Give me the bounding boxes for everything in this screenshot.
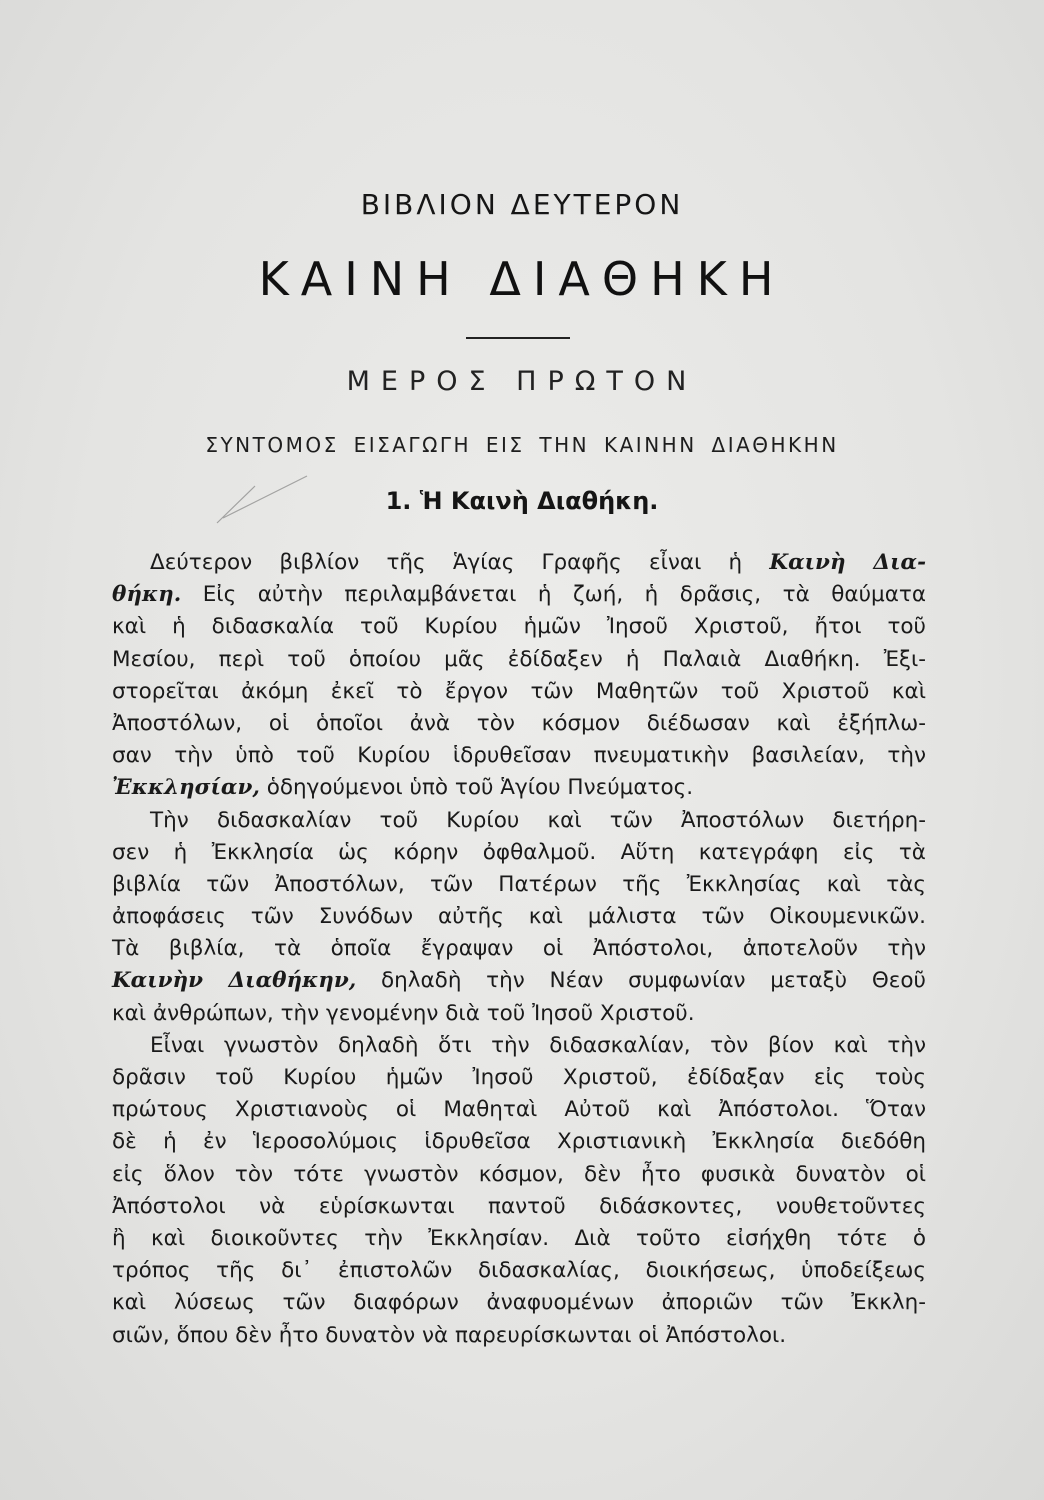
text-line xyxy=(112,965,926,997)
text-run: Εἰς αὐτὴν περιλαμβάνεται ἡ ζωή, ἡ δρᾶσις, τὰ θαύματα xyxy=(181,582,926,608)
text-line xyxy=(112,547,926,579)
text-line: Ἀποστόλων, οἱ ὁποῖοι ἀνὰ τὸν κόσμον διέδωσαν καὶ ἐξήπλω- xyxy=(112,710,926,736)
text-line: τρόπος τῆς δι᾿ ἐπιστολῶν διδασκαλίας, διοικήσεως, ὑποδείξεως xyxy=(112,1258,926,1284)
text-line: δρᾶσιν τοῦ Κυρίου ἡμῶν Ἰησοῦ Χριστοῦ, ἐδίδαξαν εἰς τοὺς xyxy=(112,1065,926,1090)
text-line: δὲ ἡ ἐν Ἱεροσολύμοις ἱδρυθεῖσα Χριστιανικὴ Ἐκκλησία διεδόθη xyxy=(112,1129,926,1155)
main-title: ΚΑΙΝΗ ΔΙΑΘΗΚΗ xyxy=(258,252,786,306)
text-line: στορεῖται ἀκόμη ἐκεῖ τὸ ἔργον τῶν Μαθητῶν τοῦ Χριστοῦ καὶ xyxy=(112,678,926,704)
section-heading: 1. Ἡ Καινὴ Διαθήκη. xyxy=(385,487,659,515)
text-line: Ἀπόστολοι νὰ εὑρίσκωνται παντοῦ διδάσκοντες, νουθετοῦντες xyxy=(112,1193,926,1219)
text-line xyxy=(112,579,926,611)
paragraph-2 xyxy=(112,805,926,1030)
text-line: βιβλία τῶν Ἀποστόλων, τῶν Πατέρων τῆς Ἐκκλησίας καὶ τὰς xyxy=(112,871,926,897)
text-line: σιῶν, ὅπου δὲν ἦτο δυνατὸν νὰ παρευρίσκωνται οἱ Ἀπόστολοι. xyxy=(112,1322,787,1348)
text-line: Μεσίου, περὶ τοῦ ὁποίου μᾶς ἐδίδαξεν ἡ Παλαιὰ Διαθήκη. Ἐξι- xyxy=(112,646,926,672)
text-line xyxy=(112,772,926,804)
paragraph-1 xyxy=(112,547,926,805)
text-line: πρώτους Χριστιανοὺς οἱ Μαθηταὶ Αὐτοῦ καὶ Ἀπόστολοι. Ὅταν xyxy=(112,1097,926,1123)
title-divider xyxy=(466,337,570,339)
text-line: Εἶναι γνωστὸν δηλαδὴ ὅτι τὴν διδασκαλίαν, τὸν βίον καὶ τὴν xyxy=(150,1032,926,1058)
text-line: Τὰ βιβλία, τὰ ὁποῖα ἔγραψαν οἱ Ἀπόστολοι, ἀποτελοῦν τὴν xyxy=(112,936,926,962)
text-line: σαν τὴν ὑπὸ τοῦ Κυρίου ἱδρυθεῖσαν πνευματικὴν βασιλείαν, τὴν xyxy=(112,743,926,769)
book-label: ΒΙΒΛΙΟΝ ΔΕΥΤΕΡΟΝ xyxy=(360,188,684,221)
section-subtitle: ΣΥΝΤΟΜΟΣ ΕΙΣΑΓΩΓΗ ΕΙΣ ΤΗΝ ΚΑΙΝΗΝ ΔΙΑΘΗΚΗΝ xyxy=(205,433,839,457)
text-line: καὶ ἀνθρώπων, τὴν γενομένην διὰ τοῦ Ἰησοῦ Χριστοῦ. xyxy=(112,1000,695,1026)
part-title: ΜΕΡΟΣ ΠΡΩΤΟΝ xyxy=(346,366,698,397)
text-run: ὁδηγούμενοι ὑπὸ τοῦ Ἁγίου Πνεύματος. xyxy=(259,775,694,801)
text-line: καὶ ἡ διδασκαλία τοῦ Κυρίου ἡμῶν Ἰησοῦ Χριστοῦ, ἤτοι τοῦ xyxy=(112,614,926,640)
text-line: ἀποφάσεις τῶν Συνόδων αὐτῆς καὶ μάλιστα τῶν Οἰκουμενικῶν. xyxy=(112,904,926,930)
text-run: δηλαδὴ τὴν Νέαν συμφωνίαν μεταξὺ Θεοῦ xyxy=(356,968,926,994)
text-line: εἰς ὅλον τὸν τότε γνωστὸν κόσμον, δὲν ἦτο φυσικὰ δυνατὸν οἱ xyxy=(112,1161,926,1187)
text-line: ἢ καὶ διοικοῦντες τὴν Ἐκκλησίαν. Διὰ τοῦτο εἰσήχθη τότε ὁ xyxy=(112,1225,926,1251)
text-run: Δεύτερον βιβλίον τῆς Ἁγίας Γραφῆς εἶναι ἡ xyxy=(150,550,770,575)
text-line: Τὴν διδασκαλίαν τοῦ Κυρίου καὶ τῶν Ἀποστόλων διετήρη- xyxy=(150,807,926,833)
paragraph-3 xyxy=(112,1030,926,1352)
body-text xyxy=(112,547,926,1352)
emphasized-term: Καινὴν Διαθήκην, xyxy=(112,968,357,994)
emphasized-term: Καινὴ Δια- xyxy=(769,550,926,575)
emphasized-term: Ἐκκλησίαν, xyxy=(112,775,260,801)
text-line: καὶ λύσεως τῶν διαφόρων ἀναφυομένων ἀποριῶν τῶν Ἐκκλη- xyxy=(112,1290,926,1316)
emphasized-term: θήκη. xyxy=(112,582,182,608)
text-line: σεν ἡ Ἐκκλησία ὡς κόρην ὀφθαλμοῦ. Αὕτη κατεγράφη εἰς τὰ xyxy=(112,839,926,865)
